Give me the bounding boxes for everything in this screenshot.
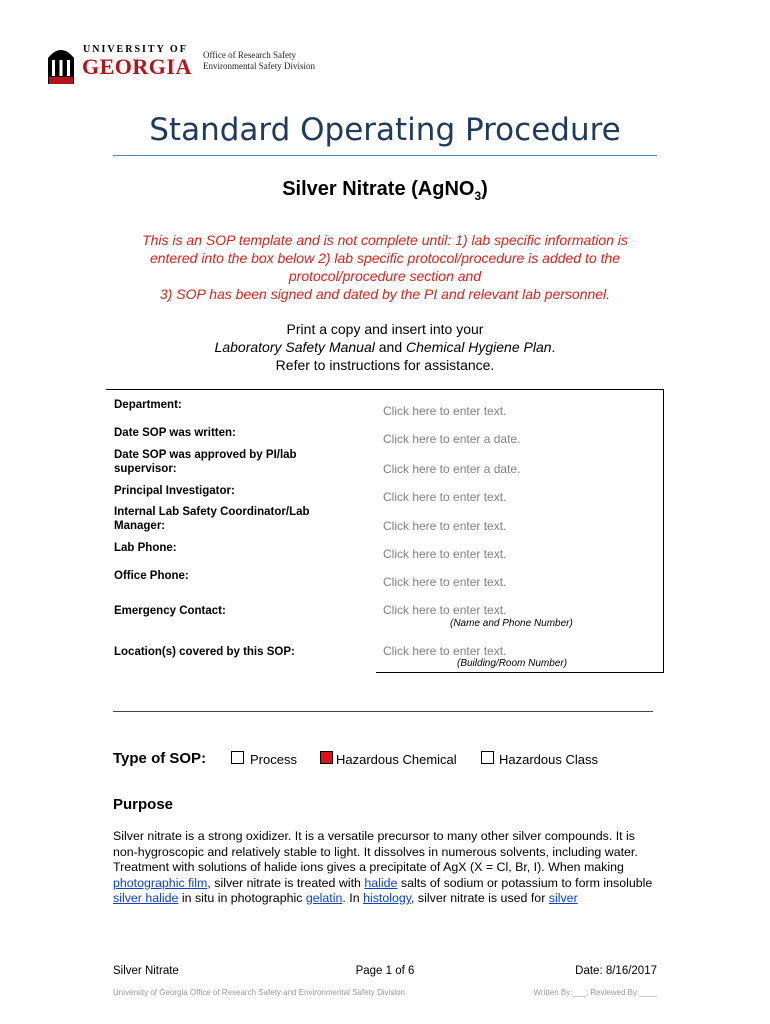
principal-investigator-field[interactable]: Click here to enter text. bbox=[383, 490, 507, 504]
footer-date: Date: 8/16/2017 bbox=[575, 965, 657, 977]
table-border-right bbox=[663, 389, 664, 673]
office-line1: Office of Research Safety bbox=[203, 50, 297, 60]
sop-type-label: Type of SOP: bbox=[113, 750, 207, 767]
instructions-line3: Refer to instructions for assistance. bbox=[275, 357, 495, 373]
locations-note: (Building/Room Number) bbox=[457, 658, 568, 669]
halide-link[interactable]: halide bbox=[364, 875, 398, 890]
university-arch-logo-icon bbox=[46, 44, 76, 86]
emergency-contact-label: Emergency Contact: bbox=[114, 605, 226, 617]
instructions-line1: Print a copy and insert into your bbox=[286, 321, 484, 337]
lab-phone-field[interactable]: Click here to enter text. bbox=[383, 547, 507, 561]
purpose-text: , silver nitrate is used for bbox=[411, 891, 549, 905]
purpose-text: salts of sodium or potassium to form insoluble bbox=[397, 875, 653, 890]
section-divider bbox=[113, 711, 653, 712]
date-approved-label: Date SOP was approved by PI/lab supervisor: bbox=[114, 449, 297, 475]
department-field[interactable]: Click here to enter text. bbox=[383, 404, 507, 418]
hazardous-class-label: Hazardous Class bbox=[499, 752, 598, 767]
office-line2: Environmental Safety Division bbox=[203, 61, 315, 71]
locations-field[interactable]: Click here to enter text. bbox=[383, 644, 507, 658]
chemical-title-suffix: ) bbox=[481, 178, 488, 200]
date-written-field[interactable]: Click here to enter a date. bbox=[383, 432, 521, 446]
chemical-title-subscript: 3 bbox=[474, 189, 482, 203]
warning-line: protocol/procedure section and bbox=[288, 268, 482, 284]
office-phone-field[interactable]: Click here to enter text. bbox=[383, 575, 507, 589]
purpose-text: . In bbox=[342, 891, 364, 905]
safety-manual-title: Laboratory Safety Manual bbox=[214, 339, 375, 355]
instructions-and: and bbox=[374, 339, 407, 355]
date-written-label: Date SOP was written: bbox=[114, 427, 236, 439]
gelatin-link[interactable]: gelatin bbox=[305, 891, 343, 905]
office-name bbox=[203, 50, 315, 72]
chemical-title-prefix: Silver Nitrate (AgNO bbox=[282, 178, 475, 200]
university-name-line2: GEORGIA bbox=[82, 54, 192, 79]
purpose-paragraph bbox=[113, 829, 653, 907]
photographic-film-link[interactable]: photographic film bbox=[113, 875, 208, 890]
warning-line: 3) SOP has been signed and dated by the PI and relevant lab personnel. bbox=[159, 286, 611, 302]
silver-staining-link[interactable]: silver bbox=[548, 891, 578, 905]
lab-phone-label: Lab Phone: bbox=[114, 542, 177, 554]
office-phone-label: Office Phone: bbox=[114, 570, 189, 582]
histology-link[interactable]: histology bbox=[363, 891, 412, 905]
table-border-top bbox=[106, 389, 663, 390]
purpose-text: in situ in photographic bbox=[178, 891, 306, 905]
purpose-text: Silver nitrate is a strong oxidizer. It is a versatile precursor to many other silver compounds. It is non-hygroscopic and relatively stable to light. It dissolves in numerous solvents, including water. Treatment with solutions of halide ions gives a precipitate of AgX (X = Cl, Br, I). When making bbox=[113, 829, 638, 874]
footer-signoff: Written By:___; Reviewed By:____ bbox=[533, 988, 657, 997]
silver-halide-link[interactable]: silver halide bbox=[113, 891, 179, 905]
page-title: Standard Operating Procedure bbox=[149, 112, 621, 148]
hazardous-chemical-checkbox[interactable] bbox=[320, 751, 333, 764]
hygiene-plan-title: Chemical Hygiene Plan bbox=[406, 339, 552, 355]
instructions-line2 bbox=[110, 338, 660, 356]
department-label: Department: bbox=[114, 399, 182, 411]
footer-page-number: Page 1 of 6 bbox=[355, 965, 415, 977]
process-checkbox[interactable] bbox=[231, 751, 244, 764]
emergency-contact-note: (Name and Phone Number) bbox=[450, 618, 573, 629]
locations-label: Location(s) covered by this SOP: bbox=[114, 646, 295, 658]
chemical-title bbox=[0, 178, 770, 203]
lab-safety-coordinator-field[interactable]: Click here to enter text. bbox=[383, 519, 507, 533]
purpose-heading: Purpose bbox=[113, 796, 174, 813]
emergency-contact-field[interactable]: Click here to enter text. bbox=[383, 603, 507, 617]
lab-safety-coordinator-label: Internal Lab Safety Coordinator/Lab Manager: bbox=[114, 506, 310, 532]
principal-investigator-label: Principal Investigator: bbox=[114, 485, 235, 497]
hazardous-class-checkbox[interactable] bbox=[481, 751, 494, 764]
hazardous-chemical-label: Hazardous Chemical bbox=[336, 752, 457, 767]
university-name-line1: UNIVERSITY OF bbox=[83, 44, 188, 55]
process-label: Process bbox=[250, 752, 297, 767]
table-border-bottom bbox=[376, 672, 663, 673]
footer-organization: University of Georgia Office of Research Safety and Environmental Safety Division bbox=[113, 988, 405, 997]
footer-document-name: Silver Nitrate bbox=[113, 965, 179, 977]
title-divider bbox=[113, 155, 657, 156]
warning-line: This is an SOP template and is not complete until: 1) lab specific information is bbox=[142, 232, 628, 248]
print-instructions bbox=[110, 320, 660, 374]
warning-line: entered into the box below 2) lab specific protocol/procedure is added to the bbox=[149, 250, 621, 266]
template-warning bbox=[110, 231, 660, 303]
date-approved-field[interactable]: Click here to enter a date. bbox=[383, 462, 521, 476]
instructions-period: . bbox=[551, 339, 556, 355]
purpose-text: , silver nitrate is treated with bbox=[207, 875, 365, 890]
